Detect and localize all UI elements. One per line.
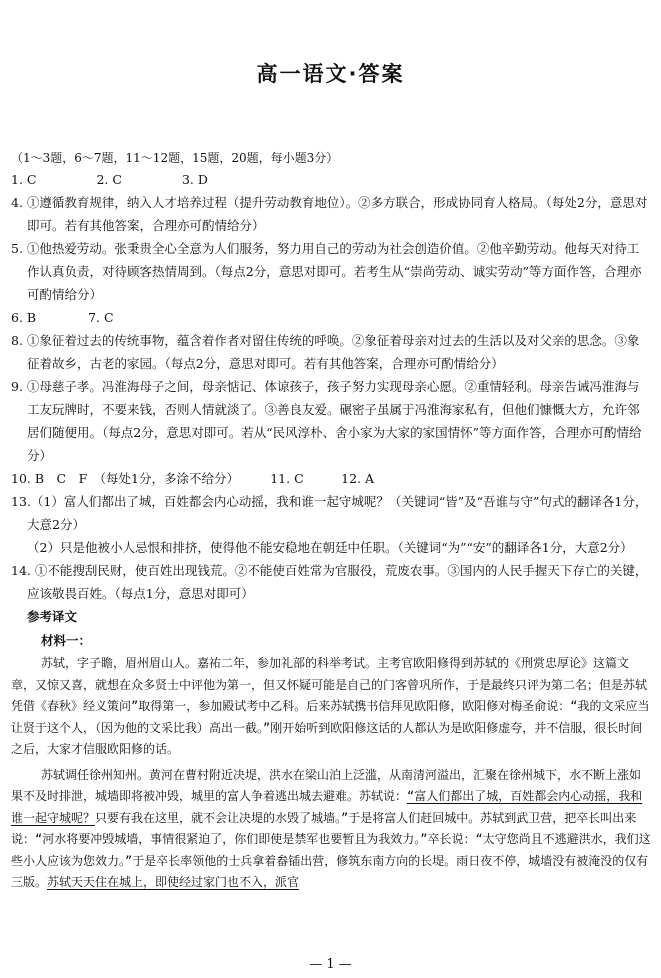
mcq-row-1 bbox=[11, 168, 651, 191]
material-one-heading: 材料一： bbox=[41, 633, 92, 648]
answer-13-1: 13.（1）富人们都出了城，百姓都会内心动摇，我和谁一起守城呢？（关键词“皆”及“吾谁与守”句式的翻译各1分，大意2分） bbox=[11, 494, 648, 532]
answer-7: 7. C bbox=[88, 310, 114, 325]
translation-paragraph-2 bbox=[11, 765, 651, 894]
answer-14: 14. ①不能搜刮民财，使百姓出现钱荒。②不能使百姓常为官服役，荒废农事。③国内的人民手握天下存亡的关键，应该敬畏百姓。（每点1分，意思对即可） bbox=[11, 563, 648, 601]
translation-text: 苏轼调任徐州知州。黄河在曹村附近决堤，洪水在梁山泊上泛滥，从南清河溢出，汇聚在徐州城下，水不断上涨如果不及时排泄，城墙即将被冲毁，城里的富人争着逃出城去避难。苏轼说： bbox=[11, 767, 642, 803]
answer-8: 8. ①象征着过去的传统事物，蕴含着作者对留住传统的呼唤。②象征着母亲对过去的生活以及对父亲的思念。③象征着故乡，古老的家园。（每点2分，意思对即可。若有其他答案，合理亦可酌情给分） bbox=[11, 333, 640, 371]
mcq-row-2 bbox=[11, 306, 651, 329]
underlined-translation: “富人们都出了城，百姓都会内心动摇，我和谁一起守城呢？ bbox=[11, 789, 643, 825]
answer-10-12: 10. B C F （每处1分，多涂不给分） 11. C 12. A bbox=[11, 471, 375, 486]
answer-3: 3. D bbox=[181, 172, 208, 187]
answer-6: 6. B bbox=[11, 310, 37, 325]
reference-translation-heading: 参考译文 bbox=[27, 609, 78, 624]
translation-text: 只要有我在这里，就不会让决堤的水毁了城墙。”于是将富人们赶回城中。苏轼到武卫营，把卒长叫出来说：“河水将要冲毁城墙，事情很紧迫了，你们即使是禁军也要暂且为我效力。”卒长说：“太守您尚且不逃避洪水，我们这些小人应该为您效力。”于是卒长率领他的士兵拿着畚锸出营，修筑东南方向的长堤。雨日夜不停，城墙没有被淹没的仅有三版。 bbox=[11, 810, 651, 889]
scoring-note: （1～3题，6～7题，11～12题，15题，20题，每小题3分） bbox=[11, 151, 339, 165]
page-title: 高一语文·答案 bbox=[256, 62, 405, 86]
answer-content bbox=[11, 148, 651, 894]
page-number: — 1 — bbox=[309, 957, 352, 972]
answer-1: 1. C bbox=[11, 172, 37, 187]
answer-4: 4. ①遵循教育规律，纳入人才培养过程（提升劳动教育地位）。②多方联合，形成协同育人格局。（每处2分，意思对即可。若有其他答案，合理亦可酌情给分） bbox=[11, 195, 648, 233]
answer-9: 9. ①母慈子孝。冯淮海母子之间，母亲惦记、体谅孩子，孩子努力实现母亲心愿。②重情轻利。母亲告诫冯淮海与工友玩牌时，不要来钱，否则人情就淡了。③善良友爱。碾密子虽属于冯淮海家私有，但他们慷慨大方，允许邻居们随便用。（每点2分，意思对即可。若从“民风淳朴、舍小家为大家的家国情怀”等方面作答，合理亦可酌情给分） bbox=[11, 379, 642, 463]
answer-13-2: （2）只是他被小人忌恨和排挤，使得他不能安稳地在朝廷中任职。（关键词“为”“安”的翻译各1分，大意2分） bbox=[27, 540, 633, 555]
answer-2: 2. C bbox=[96, 172, 122, 187]
answer-5: 5. ①他热爱劳动。张秉贵全心全意为人们服务，努力用自己的劳动为社会创造价值。②他辛勤劳动。他每天对待工作认真负责，对待顾客热情周到。（每点2分，意思对即可。若考生从“崇尚劳动、诚实劳动”等方面作答，合理亦可酌情给分） bbox=[11, 241, 642, 302]
underlined-translation: 苏轼天天住在城上，即使经过家门也不入，派官 bbox=[47, 875, 300, 889]
translation-paragraph-1: 苏轼，字子瞻，眉州眉山人。嘉祐二年，参加礼部的科举考试。主考官欧阳修得到苏轼的《刑赏忠厚论》这篇文章，又惊又喜，就想在众多贤士中评他为第一，但又怀疑可能是自己的门客曾巩所作，于是最终只评为第二名；但是苏轼凭借《春秋》经义策问”取得第一，参加殿试考中乙科。后来苏轼携书信拜见欧阳修，欧阳修对梅圣俞说：“我的文采应当让贤于这个人，（因为他的文采比我）高出一截。”刚开始听到欧阳修这话的人都认为是欧阳修虚夸，并不信服，很长时间之后，大家才信服欧阳修的话。 bbox=[11, 656, 650, 756]
